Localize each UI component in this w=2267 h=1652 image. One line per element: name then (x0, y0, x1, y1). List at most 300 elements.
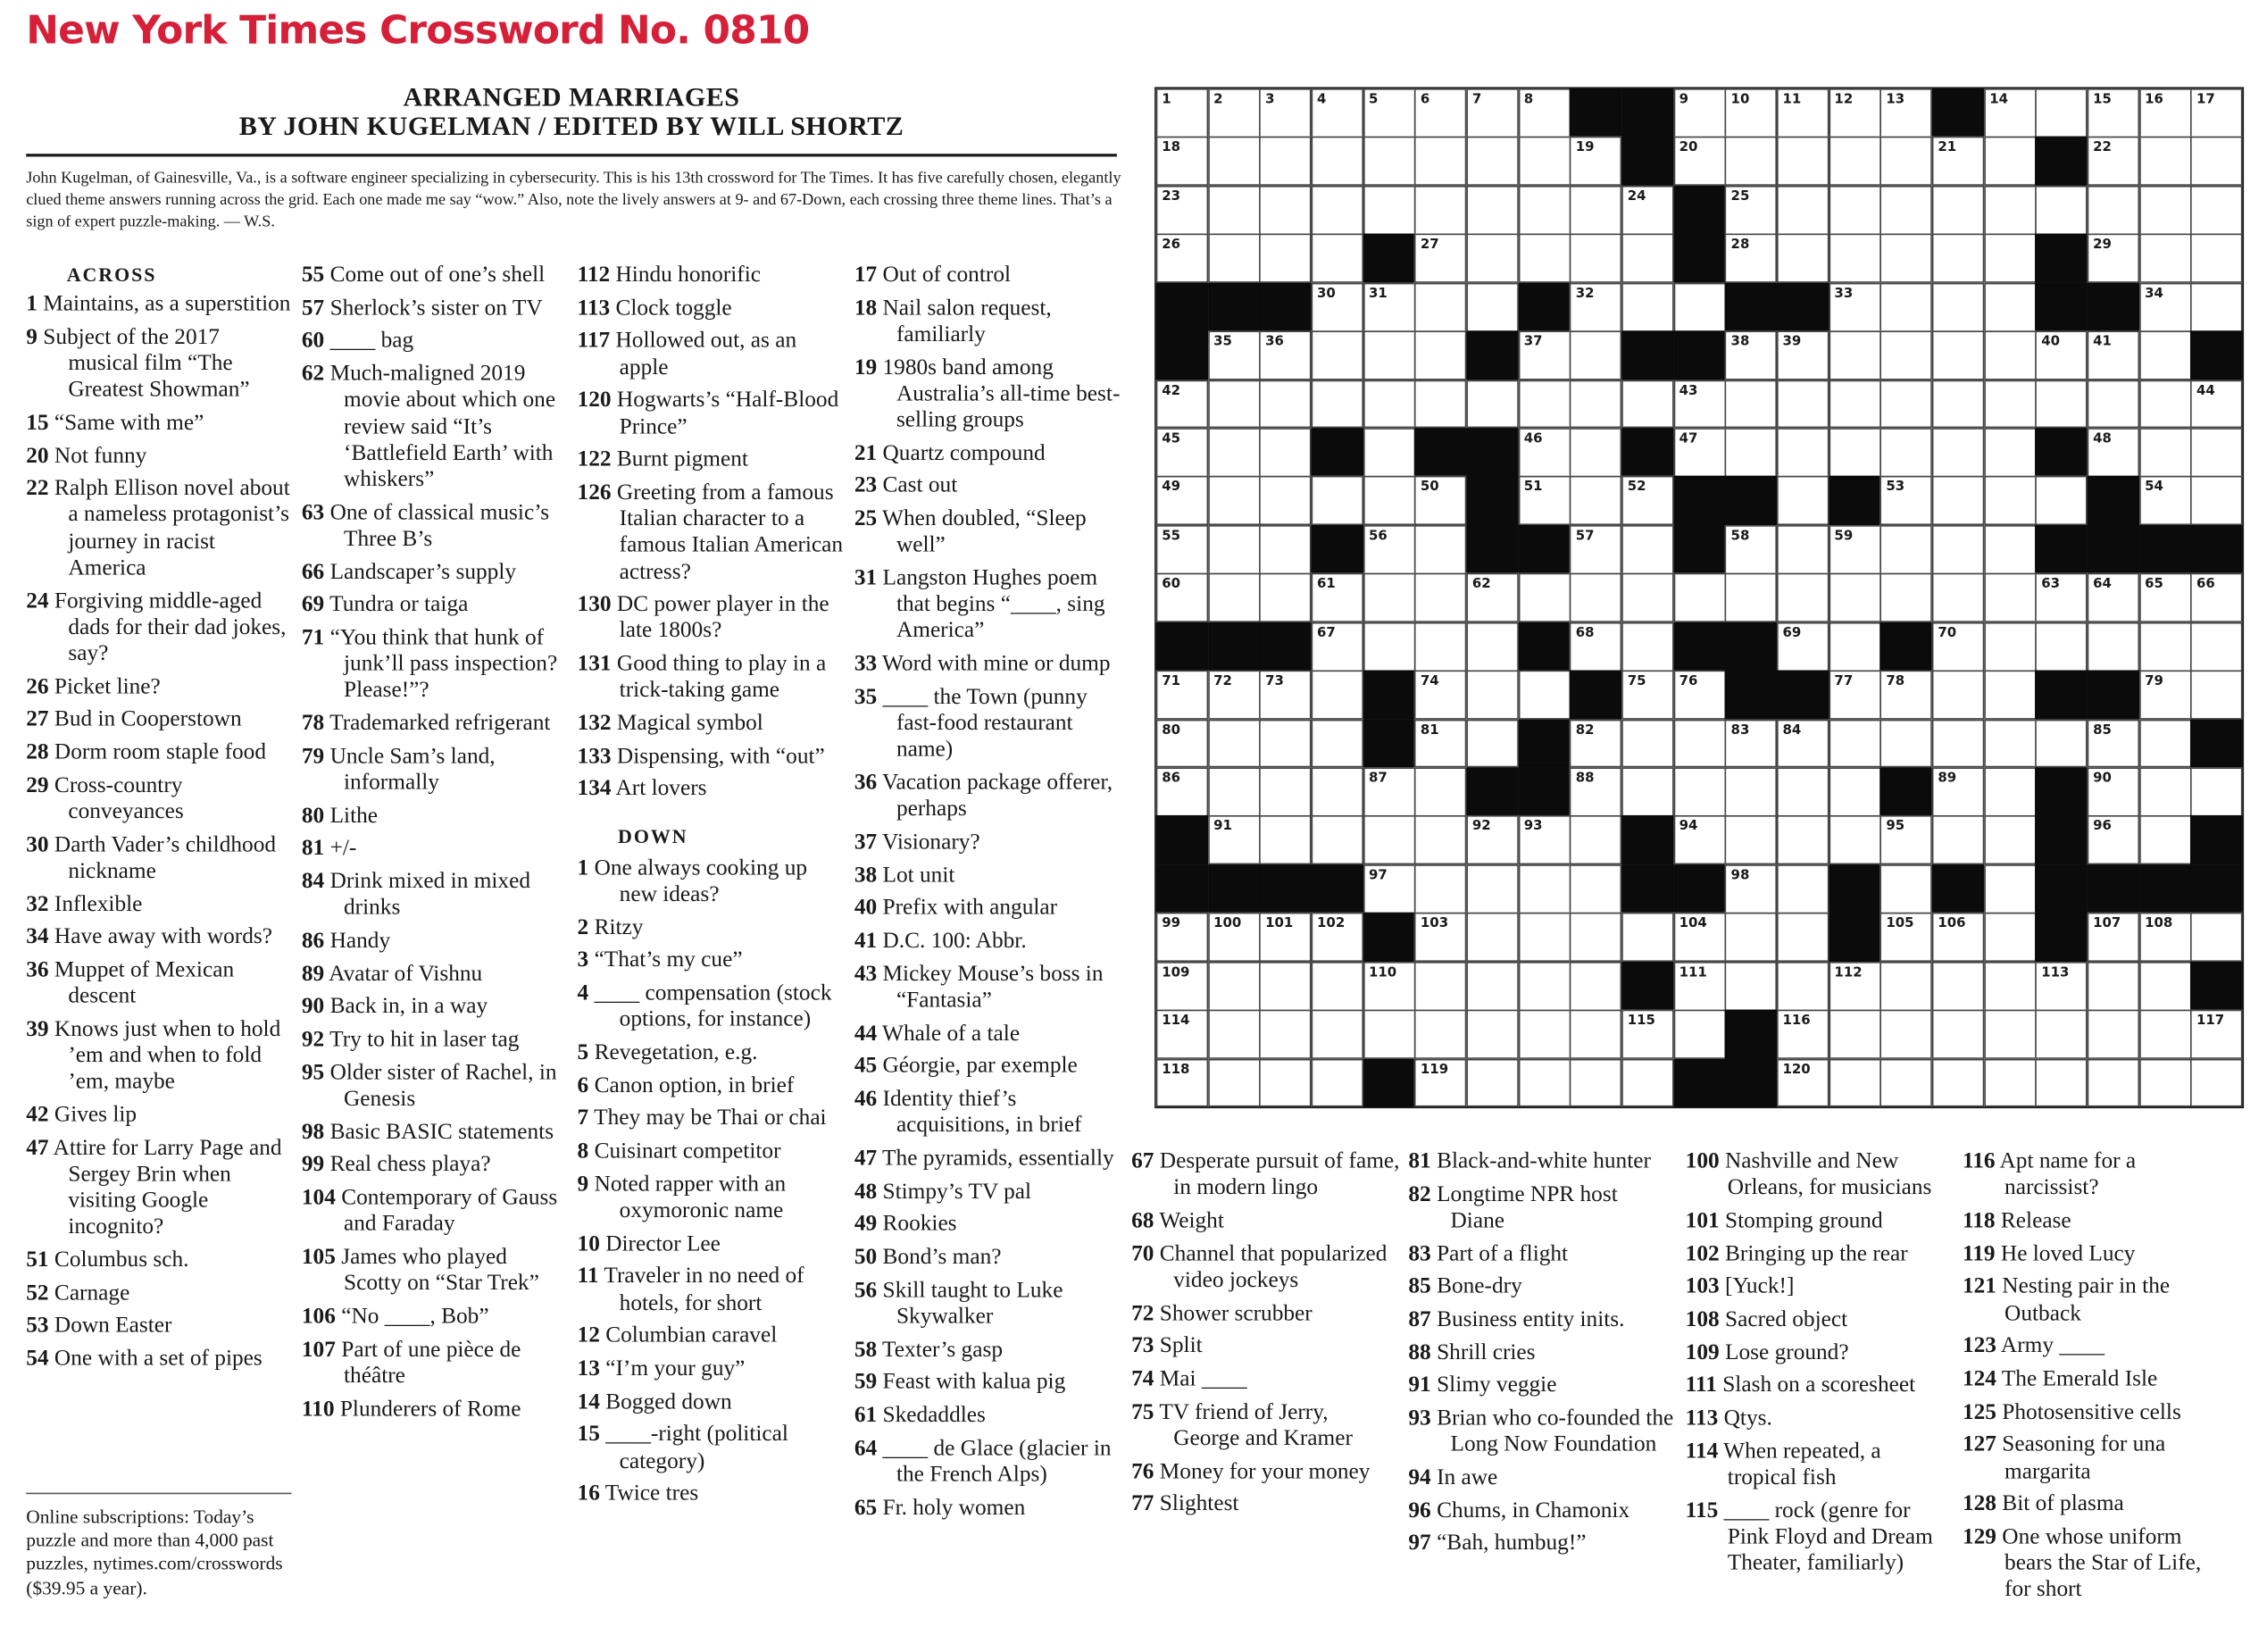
grid-cell[interactable] (2139, 962, 2192, 1011)
grid-cell[interactable] (1829, 962, 1881, 1011)
grid-cell[interactable] (1260, 1058, 1313, 1107)
down-clue[interactable] (854, 1245, 1123, 1272)
across-clue[interactable] (578, 711, 846, 738)
down-clue[interactable] (578, 1072, 846, 1099)
grid-cell[interactable] (1880, 186, 1933, 235)
down-clue[interactable] (1686, 1340, 1954, 1367)
grid-cell[interactable] (1932, 186, 1985, 235)
grid-cell[interactable] (1414, 962, 1467, 1011)
grid-cell[interactable] (1260, 234, 1313, 283)
grid-cell[interactable] (1932, 962, 1985, 1011)
grid-cell[interactable] (2139, 1058, 2192, 1107)
grid-cell[interactable] (2088, 186, 2140, 235)
grid-cell[interactable] (2191, 622, 2244, 671)
down-clue[interactable] (854, 1370, 1123, 1397)
grid-cell[interactable] (1984, 1010, 2037, 1059)
grid-cell[interactable] (1156, 962, 1209, 1011)
across-clue[interactable] (26, 832, 295, 885)
grid-cell[interactable] (2191, 1010, 2244, 1059)
grid-cell[interactable] (2088, 719, 2140, 768)
grid-cell[interactable] (1156, 137, 1209, 186)
grid-cell[interactable] (1984, 671, 2037, 720)
grid-cell[interactable] (2036, 477, 2088, 526)
across-clue[interactable] (26, 1314, 295, 1340)
grid-cell[interactable] (2191, 186, 2244, 235)
down-clue[interactable] (1686, 1406, 1954, 1432)
grid-cell[interactable] (1984, 622, 2037, 671)
grid-cell[interactable] (1621, 573, 1674, 622)
across-clue[interactable] (26, 1135, 295, 1240)
grid-cell[interactable] (1932, 137, 1985, 186)
across-clue[interactable] (26, 957, 295, 1010)
grid-cell[interactable] (1570, 282, 1622, 331)
down-clue[interactable] (1408, 1465, 1677, 1492)
down-clue[interactable] (1408, 1181, 1677, 1234)
grid-cell[interactable] (1725, 816, 1778, 865)
grid-cell[interactable] (1260, 767, 1313, 816)
grid-cell[interactable] (1466, 962, 1519, 1011)
down-clue[interactable] (854, 1436, 1123, 1489)
grid-cell[interactable] (2139, 671, 2192, 720)
grid-cell[interactable] (1208, 1010, 1261, 1059)
grid-cell[interactable] (1984, 331, 2037, 380)
grid-cell[interactable] (1880, 1058, 1933, 1107)
grid-cell[interactable] (1260, 186, 1313, 235)
down-clue[interactable] (854, 771, 1123, 823)
grid-cell[interactable] (2036, 962, 2088, 1011)
grid-cell[interactable] (1570, 864, 1622, 914)
grid-cell[interactable] (1570, 1058, 1622, 1107)
grid-cell[interactable] (1932, 282, 1985, 331)
down-clue[interactable] (1131, 1458, 1400, 1485)
grid-cell[interactable] (1414, 331, 1467, 380)
grid-cell[interactable] (1156, 88, 1209, 138)
grid-cell[interactable] (1414, 380, 1467, 429)
grid-cell[interactable] (1208, 962, 1261, 1011)
grid-cell[interactable] (1984, 88, 2037, 138)
grid-cell[interactable] (1414, 525, 1467, 574)
grid-cell[interactable] (1673, 137, 1726, 186)
grid-cell[interactable] (2139, 88, 2192, 138)
grid-cell[interactable] (1673, 816, 1726, 865)
grid-cell[interactable] (1777, 331, 1829, 380)
grid-cell[interactable] (1880, 137, 1933, 186)
grid-cell[interactable] (1621, 719, 1674, 768)
across-clue[interactable] (302, 994, 571, 1021)
across-clue[interactable] (302, 559, 571, 586)
down-clue[interactable] (1963, 1366, 2231, 1393)
grid-cell[interactable] (1466, 137, 1519, 186)
grid-cell[interactable] (2191, 671, 2244, 720)
grid-cell[interactable] (1984, 380, 2037, 429)
down-clue[interactable] (1963, 1399, 2231, 1426)
grid-cell[interactable] (1312, 380, 1364, 429)
grid-cell[interactable] (1570, 331, 1622, 380)
grid-cell[interactable] (1208, 234, 1261, 283)
grid-cell[interactable] (1466, 719, 1519, 768)
grid-cell[interactable] (1829, 186, 1881, 235)
grid-cell[interactable] (1414, 186, 1467, 235)
grid-cell[interactable] (1880, 380, 1933, 429)
grid-cell[interactable] (1518, 477, 1571, 526)
grid-cell[interactable] (2139, 428, 2192, 477)
across-clue[interactable] (26, 292, 295, 319)
grid-cell[interactable] (2088, 622, 2140, 671)
across-clue[interactable] (26, 707, 295, 734)
across-clue[interactable] (302, 869, 571, 922)
grid-cell[interactable] (1518, 186, 1571, 235)
across-clue[interactable] (26, 924, 295, 951)
down-clue[interactable] (578, 1231, 846, 1258)
grid-cell[interactable] (1932, 428, 1985, 477)
down-clue[interactable] (1963, 1241, 2231, 1268)
grid-cell[interactable] (1777, 525, 1829, 574)
grid-cell[interactable] (1777, 1010, 1829, 1059)
grid-cell[interactable] (2191, 282, 2244, 331)
grid-cell[interactable] (1363, 428, 1415, 477)
grid-cell[interactable] (1984, 186, 2037, 235)
grid-cell[interactable] (1363, 525, 1415, 574)
grid-cell[interactable] (1466, 816, 1519, 865)
grid-cell[interactable] (1518, 137, 1571, 186)
down-clue[interactable] (1131, 1149, 1400, 1202)
down-clue[interactable] (1131, 1208, 1400, 1235)
grid-cell[interactable] (1156, 671, 1209, 720)
grid-cell[interactable] (1621, 525, 1674, 574)
grid-cell[interactable] (1777, 88, 1829, 138)
grid-cell[interactable] (1880, 573, 1933, 622)
grid-cell[interactable] (2191, 477, 2244, 526)
grid-cell[interactable] (1932, 573, 1985, 622)
down-clue[interactable] (578, 1423, 846, 1475)
grid-cell[interactable] (1880, 477, 1933, 526)
across-clue[interactable] (578, 329, 846, 381)
down-clue[interactable] (578, 980, 846, 1033)
grid-cell[interactable] (1518, 1010, 1571, 1059)
grid-cell[interactable] (2088, 767, 2140, 816)
grid-cell[interactable] (1414, 477, 1467, 526)
down-clue[interactable] (854, 1403, 1123, 1430)
grid-cell[interactable] (1777, 428, 1829, 477)
grid-cell[interactable] (1829, 719, 1881, 768)
across-clue[interactable] (302, 296, 571, 322)
grid-cell[interactable] (1518, 380, 1571, 429)
grid-cell[interactable] (1932, 622, 1985, 671)
across-clue[interactable] (302, 625, 571, 705)
grid-cell[interactable] (1984, 477, 2037, 526)
down-clue[interactable] (1408, 1498, 1677, 1525)
grid-cell[interactable] (1156, 477, 1209, 526)
grid-cell[interactable] (1466, 282, 1519, 331)
grid-cell[interactable] (1570, 816, 1622, 865)
down-clue[interactable] (1963, 1333, 2231, 1360)
across-clue[interactable] (26, 1103, 295, 1130)
grid-cell[interactable] (1260, 137, 1313, 186)
grid-cell[interactable] (1466, 864, 1519, 914)
grid-cell[interactable] (2088, 962, 2140, 1011)
grid-cell[interactable] (1570, 962, 1622, 1011)
grid-cell[interactable] (1725, 234, 1778, 283)
grid-cell[interactable] (2036, 622, 2088, 671)
down-clue[interactable] (578, 1040, 846, 1067)
grid-cell[interactable] (1260, 962, 1313, 1011)
grid-cell[interactable] (1984, 719, 2037, 768)
grid-cell[interactable] (1363, 477, 1415, 526)
grid-cell[interactable] (2088, 380, 2140, 429)
across-clue[interactable] (302, 500, 571, 553)
grid-cell[interactable] (2139, 816, 2192, 865)
down-clue[interactable] (854, 440, 1123, 467)
grid-cell[interactable] (1156, 913, 1209, 962)
grid-cell[interactable] (1414, 1010, 1467, 1059)
grid-cell[interactable] (1260, 525, 1313, 574)
across-clue[interactable] (26, 740, 295, 767)
grid-cell[interactable] (1829, 816, 1881, 865)
grid-cell[interactable] (1208, 477, 1261, 526)
down-clue[interactable] (854, 652, 1123, 679)
down-clue[interactable] (1686, 1498, 1954, 1578)
across-clue[interactable] (302, 1397, 571, 1423)
down-clue[interactable] (578, 1172, 846, 1224)
down-clue[interactable] (854, 355, 1123, 434)
grid-cell[interactable] (1673, 1010, 1726, 1059)
down-clue[interactable] (854, 685, 1123, 764)
down-clue[interactable] (854, 473, 1123, 500)
across-clue[interactable] (26, 476, 295, 581)
grid-cell[interactable] (1621, 913, 1674, 962)
grid-cell[interactable] (1570, 380, 1622, 429)
grid-cell[interactable] (1932, 331, 1985, 380)
down-clue[interactable] (854, 863, 1123, 889)
grid-cell[interactable] (1570, 186, 1622, 235)
grid-cell[interactable] (2036, 719, 2088, 768)
grid-cell[interactable] (1725, 428, 1778, 477)
grid-cell[interactable] (1260, 331, 1313, 380)
grid-cell[interactable] (1932, 1010, 1985, 1059)
grid-cell[interactable] (1570, 525, 1622, 574)
grid-cell[interactable] (1984, 913, 2037, 962)
down-clue[interactable] (578, 855, 846, 908)
across-clue[interactable] (302, 362, 571, 494)
grid-cell[interactable] (1312, 622, 1364, 671)
grid-cell[interactable] (1312, 816, 1364, 865)
across-clue[interactable] (302, 929, 571, 955)
grid-cell[interactable] (1725, 331, 1778, 380)
grid-cell[interactable] (2036, 1010, 2088, 1059)
grid-cell[interactable] (2191, 428, 2244, 477)
grid-cell[interactable] (1932, 234, 1985, 283)
grid-cell[interactable] (1777, 719, 1829, 768)
grid-cell[interactable] (1777, 622, 1829, 671)
across-clue[interactable] (26, 443, 295, 470)
across-clue[interactable] (26, 1281, 295, 1307)
grid-cell[interactable] (1932, 671, 1985, 720)
grid-cell[interactable] (1414, 622, 1467, 671)
grid-cell[interactable] (1725, 962, 1778, 1011)
grid-cell[interactable] (1208, 331, 1261, 380)
grid-cell[interactable] (1466, 88, 1519, 138)
grid-cell[interactable] (1777, 137, 1829, 186)
grid-cell[interactable] (1984, 573, 2037, 622)
down-clue[interactable] (1686, 1307, 1954, 1334)
grid-cell[interactable] (1621, 671, 1674, 720)
grid-cell[interactable] (1518, 428, 1571, 477)
across-clue[interactable] (26, 1347, 295, 1373)
down-clue[interactable] (1408, 1372, 1677, 1399)
grid-cell[interactable] (1880, 331, 1933, 380)
across-clue[interactable] (578, 592, 846, 645)
down-clue[interactable] (1686, 1372, 1954, 1399)
across-clue[interactable] (302, 263, 571, 289)
grid-cell[interactable] (2139, 767, 2192, 816)
down-clue[interactable] (1131, 1491, 1400, 1518)
grid-cell[interactable] (1829, 573, 1881, 622)
grid-cell[interactable] (1208, 380, 1261, 429)
down-clue[interactable] (578, 1139, 846, 1165)
grid-cell[interactable] (1932, 380, 1985, 429)
grid-cell[interactable] (1984, 234, 2037, 283)
grid-cell[interactable] (1673, 767, 1726, 816)
across-clue[interactable] (302, 962, 571, 989)
grid-cell[interactable] (1777, 1058, 1829, 1107)
grid-cell[interactable] (1880, 428, 1933, 477)
grid-cell[interactable] (1414, 1058, 1467, 1107)
grid-cell[interactable] (1260, 428, 1313, 477)
grid-cell[interactable] (1777, 767, 1829, 816)
grid-cell[interactable] (2088, 573, 2140, 622)
grid-cell[interactable] (1932, 525, 1985, 574)
grid-cell[interactable] (1570, 477, 1622, 526)
across-clue[interactable] (302, 1245, 571, 1297)
grid-cell[interactable] (1621, 380, 1674, 429)
grid-cell[interactable] (1156, 1058, 1209, 1107)
grid-cell[interactable] (1673, 962, 1726, 1011)
grid-cell[interactable] (1673, 88, 1726, 138)
down-clue[interactable] (578, 1264, 846, 1316)
grid-cell[interactable] (1673, 282, 1726, 331)
grid-cell[interactable] (1570, 913, 1622, 962)
grid-cell[interactable] (1156, 380, 1209, 429)
grid-cell[interactable] (1673, 573, 1726, 622)
down-clue[interactable] (578, 1323, 846, 1350)
grid-cell[interactable] (1312, 282, 1364, 331)
down-clue[interactable] (854, 929, 1123, 955)
grid-cell[interactable] (1414, 137, 1467, 186)
grid-cell[interactable] (1156, 428, 1209, 477)
down-clue[interactable] (854, 263, 1123, 289)
grid-cell[interactable] (1363, 282, 1415, 331)
grid-cell[interactable] (1466, 380, 1519, 429)
across-clue[interactable] (26, 324, 295, 404)
grid-cell[interactable] (1984, 282, 2037, 331)
grid-cell[interactable] (1363, 1010, 1415, 1059)
across-clue[interactable] (26, 588, 295, 668)
grid-cell[interactable] (1621, 767, 1674, 816)
across-clue[interactable] (578, 263, 846, 289)
grid-cell[interactable] (1208, 767, 1261, 816)
grid-cell[interactable] (1414, 573, 1467, 622)
grid-cell[interactable] (1880, 962, 1933, 1011)
grid-cell[interactable] (1777, 816, 1829, 865)
grid-cell[interactable] (1466, 234, 1519, 283)
grid-cell[interactable] (1156, 767, 1209, 816)
grid-cell[interactable] (1518, 816, 1571, 865)
down-clue[interactable] (854, 1495, 1123, 1522)
grid-cell[interactable] (1570, 1010, 1622, 1059)
grid-cell[interactable] (1518, 913, 1571, 962)
across-clue[interactable] (302, 1185, 571, 1238)
grid-cell[interactable] (1777, 573, 1829, 622)
grid-cell[interactable] (1363, 816, 1415, 865)
grid-cell[interactable] (1777, 186, 1829, 235)
grid-cell[interactable] (2139, 137, 2192, 186)
grid-cell[interactable] (1829, 767, 1881, 816)
grid-cell[interactable] (1363, 962, 1415, 1011)
down-clue[interactable] (1408, 1340, 1677, 1367)
grid-cell[interactable] (2088, 1010, 2140, 1059)
grid-cell[interactable] (1829, 137, 1881, 186)
grid-cell[interactable] (1984, 962, 2037, 1011)
grid-cell[interactable] (1260, 719, 1313, 768)
grid-cell[interactable] (1156, 1010, 1209, 1059)
grid-cell[interactable] (1570, 622, 1622, 671)
across-clue[interactable] (578, 777, 846, 804)
grid-cell[interactable] (1570, 137, 1622, 186)
grid-cell[interactable] (1673, 380, 1726, 429)
grid-cell[interactable] (1156, 186, 1209, 235)
grid-cell[interactable] (1570, 719, 1622, 768)
grid-cell[interactable] (1932, 913, 1985, 962)
down-clue[interactable] (1408, 1149, 1677, 1176)
grid-cell[interactable] (1363, 864, 1415, 914)
grid-cell[interactable] (1880, 816, 1933, 865)
across-clue[interactable] (302, 1304, 571, 1331)
grid-cell[interactable] (2139, 1010, 2192, 1059)
down-clue[interactable] (1408, 1531, 1677, 1558)
down-clue[interactable] (854, 1212, 1123, 1239)
grid-cell[interactable] (1984, 428, 2037, 477)
grid-cell[interactable] (1312, 186, 1364, 235)
down-clue[interactable] (578, 947, 846, 974)
grid-cell[interactable] (1880, 719, 1933, 768)
grid-cell[interactable] (1260, 1010, 1313, 1059)
across-clue[interactable] (578, 652, 846, 705)
grid-cell[interactable] (2191, 234, 2244, 283)
down-clue[interactable] (1408, 1241, 1677, 1268)
grid-cell[interactable] (1621, 1010, 1674, 1059)
grid-cell[interactable] (2088, 234, 2140, 283)
grid-cell[interactable] (1984, 864, 2037, 914)
grid-cell[interactable] (1208, 573, 1261, 622)
across-clue[interactable] (26, 410, 295, 437)
grid-cell[interactable] (1312, 767, 1364, 816)
across-clue[interactable] (26, 891, 295, 918)
down-clue[interactable] (1963, 1208, 2231, 1235)
grid-cell[interactable] (1621, 186, 1674, 235)
grid-cell[interactable] (1208, 137, 1261, 186)
grid-cell[interactable] (2088, 816, 2140, 865)
grid-cell[interactable] (1312, 671, 1364, 720)
grid-cell[interactable] (1725, 767, 1778, 816)
crossword-grid[interactable] (1154, 87, 2244, 1108)
down-clue[interactable] (1131, 1366, 1400, 1393)
grid-cell[interactable] (1829, 525, 1881, 574)
grid-cell[interactable] (2139, 477, 2192, 526)
grid-cell[interactable] (1777, 234, 1829, 283)
grid-cell[interactable] (2139, 913, 2192, 962)
down-clue[interactable] (854, 1278, 1123, 1331)
grid-cell[interactable] (1880, 671, 1933, 720)
